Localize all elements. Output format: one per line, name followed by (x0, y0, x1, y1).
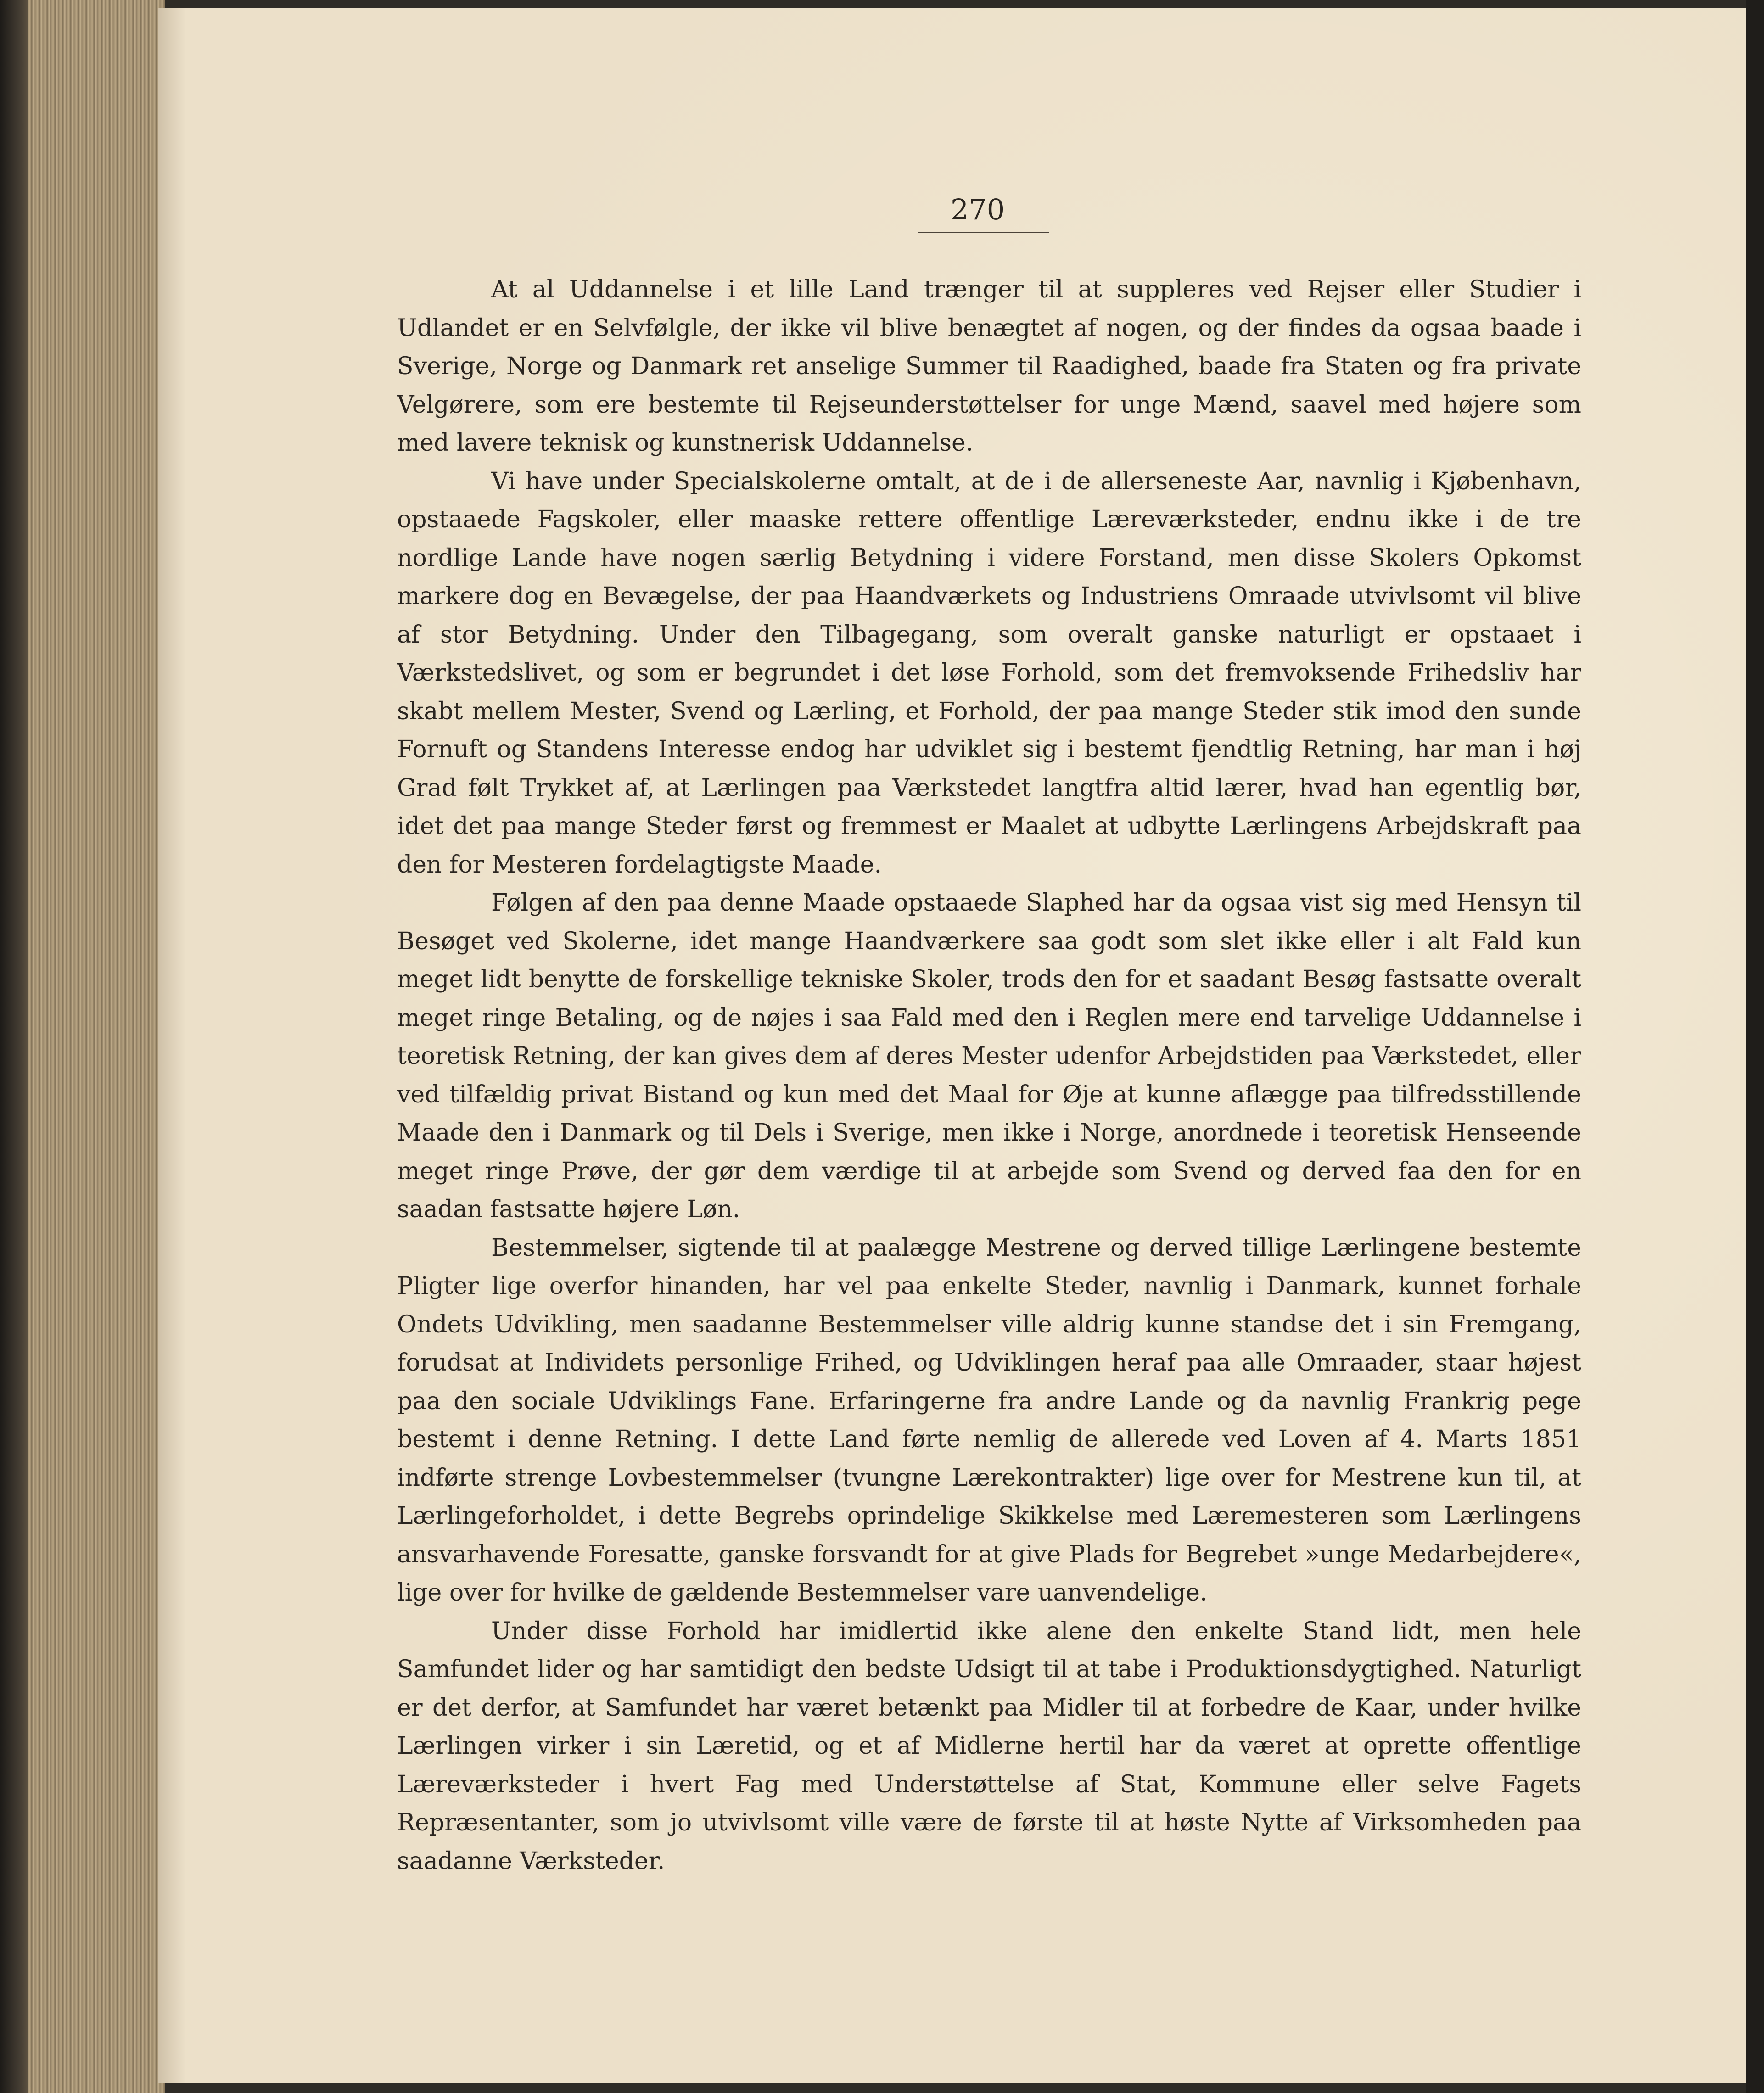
body-text (397, 271, 1581, 1880)
page-edges (28, 0, 165, 2093)
paragraph-3: Følgen af den paa denne Maade opstaaede Slaphed har da ogsaa vist sig med Hensyn til Besøget ved Skolerne, idet mange Haandværkere saa godt som slet ikke eller i alt Fald kun meget lidt benytte de forskellige tekniske Skoler, trods den for et saadant Besøg fastsatte overalt meget ringe Betaling, og de nøjes i saa Fald med den i Reglen mere end tarvelige Uddannelse i teoretisk Retning, der kan gives dem af deres Mester udenfor Arbejdstiden paa Værkstedet, eller ved tilfældig privat Bistand og kun med det Maal for Øje at kunne aflægge paa tilfredsstillende Maade den i Danmark og til Dels i Sverige, men ikke i Norge, anordnede i teoretisk Henseende meget ringe Prøve, der gør dem værdige til at arbejde som Svend og derved faa den for en saadan fastsatte højere Løn. (397, 889, 1581, 1223)
paragraph-5: Under disse Forhold har imidlertid ikke alene den enkelte Stand lidt, men hele Samfundet lider og har samtidigt den bedste Udsigt til at tabe i Produktionsdygtighed. Naturligt er det derfor, at Samfundet har været betænkt paa Midler til at forbedre de Kaar, under hvilke Lærlingen virker i sin Læretid, og et af Midlerne hertil har da været at oprette offentlige Læreværksteder i hvert Fag med Understøttelse af Stat, Kommune eller selve Fagets Repræsentanter, som jo utvivlsomt ville være de første til at høste Nytte af Virksomheden paa saadanne Værksteder. (397, 1617, 1581, 1875)
page-number-rule (918, 232, 1049, 233)
scan-border (1746, 0, 1764, 2093)
page-number: 270 (950, 193, 1005, 226)
paragraph-4: Bestemmelser, sigtende til at paalægge Mestrene og derved tillige Lærlingene bestemte Pligter lige overfor hinanden, har vel paa enkelte Steder, navnlig i Danmark, kunnet forhale Ondets Udvikling, men saadanne Bestemmelser ville aldrig kunne standse det i sin Fremgang, forudsat at Individets personlige Frihed, og Udviklingen heraf paa alle Omraader, staar højest paa den sociale Udviklings Fane. Erfaringerne fra andre Lande og da navnlig Frankrig pege bestemt i denne Retning. I dette Land førte nemlig de allerede ved Loven af 4. Marts 1851 indførte strenge Lovbestemmelser (tvungne Lærekontrakter) lige over for Mestrene kun til, at Lærlingeforholdet, i dette Begrebs oprindelige Skikkelse med Læremesteren som Lærlingens ansvarhavende Foresatte, ganske forsvandt for at give Plads for Begrebet »unge Medarbejdere«, lige over for hvilke de gældende Bestemmelser vare uanvendelige. (397, 1234, 1581, 1606)
paragraph-2: Vi have under Specialskolerne omtalt, at de i de allerseneste Aar, navnlig i Kjøbenhavn, opstaaede Fagskoler, eller maaske rettere offentlige Læreværksteder, endnu ikke i de tre nordlige Lande have nogen særlig Betydning i videre Forstand, men disse Skolers Opkomst markere dog en Bevægelse, der paa Haandværkets og Industriens Omraade utvivlsomt vil blive af stor Betydning. Under den Tilbagegang, som overalt ganske naturligt er opstaaet i Værkstedslivet, og som er begrundet i det løse Forhold, som det fremvoksende Frihedsliv har skabt mellem Mester, Svend og Lærling, et Forhold, der paa mange Steder stik imod den sunde Fornuft og Standens Interesse endog har udviklet sig i bestemt fjendtlig Retning, har man i høj Grad følt Trykket af, at Lærlingen paa Værkstedet langtfra altid lærer, hvad han egentlig bør, idet det paa mange Steder først og fremmest er Maalet at udbytte Lærlingens Arbejdskraft paa den for Mesteren fordelagtigste Maade. (397, 467, 1581, 879)
paragraph-1: At al Uddannelse i et lille Land trænger til at suppleres ved Rejser eller Studier i Udlandet er en Selvfølgle, der ikke vil blive benægtet af nogen, og der findes da ogsaa baade i Sverige, Norge og Danmark ret anselige Summer til Raadighed, baade fra Staten og fra private Velgørere, som ere bestemte til Rejseunderstøttelser for unge Mænd, saavel med højere som med lavere teknisk og kunstnerisk Uddannelse. (397, 276, 1581, 457)
